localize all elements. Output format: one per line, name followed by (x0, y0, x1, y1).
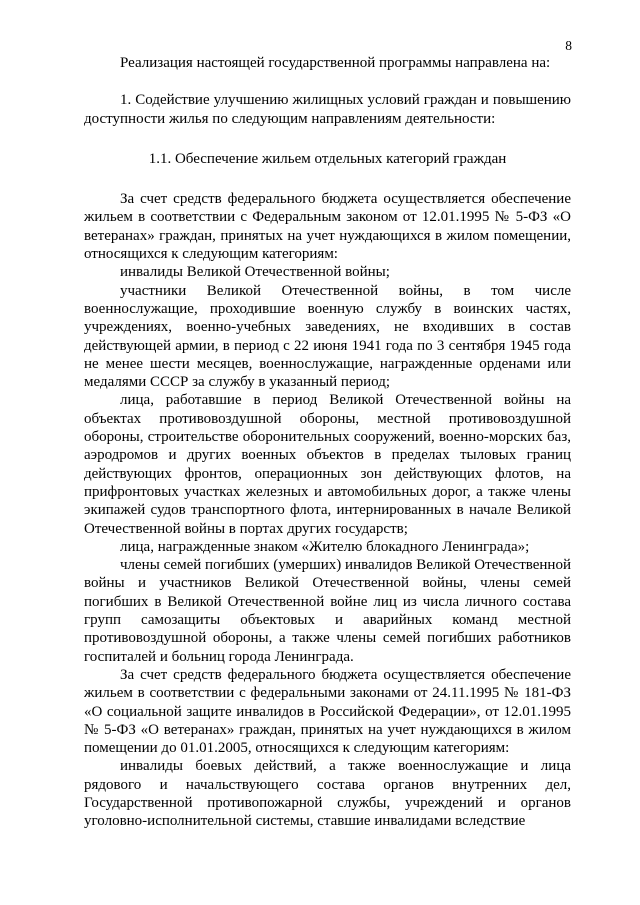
category-combat-invalids: инвалиды боевых действий, а также военнослужащие и лица рядового и начальствующего состава органов внутренних дел, Государственной противопожарной службы, учреждений и органов уголовно-исполнительной системы, ставшие инвалидами вследствие (84, 758, 571, 830)
category-war-invalids: инвалиды Великой Отечественной войны; (120, 264, 390, 281)
page-number: 8 (565, 38, 572, 53)
disability-law-paragraph: За счет средств федерального бюджета осуществляется обеспечение жильем в соответствии с федеральными законами от 24.11.1995 № 181-ФЗ «О социальной защите инвалидов в Российской Федерации», от 12.01.1995 № 5-ФЗ «О ветеранах» граждан, принятых на учет нуждающихся в жилом помещении до 01.01.2005, относящихся к следующим категориям: (84, 666, 571, 757)
document-body (84, 54, 571, 831)
intro-paragraph: Реализация настоящей государственной программы направлена на: (120, 55, 551, 71)
category-blockade-residents: лица, награжденные знаком «Жителю блокадного Ленинграда»; (120, 538, 530, 555)
item-1-paragraph: 1. Содействие улучшению жилищных условий граждан и повышению доступности жилья по следующим направлениям деятельности: (84, 92, 571, 127)
category-family-members: члены семей погибших (умерших) инвалидов Великой Отечественной войны и участников Великой Отечественной войны, члены семей погибших в Великой Отечественной войне лиц из числа личного состава групп самозащиты объектовых и аварийных команд местной противовоздушной обороны, а также члены семей погибших работников госпиталей и больниц города Ленинграда. (84, 557, 571, 665)
category-air-defense-workers: лица, работавшие в период Великой Отечественной войны на объектах противовоздушной обороны, местной противовоздушной обороны, строительстве оборонительных сооружений, военно-морских баз, аэродромов и других военных объектов в пределах тыловых границ действующих фронтов, операционных зон действующих флотов, на прифронтовых участках железных и автомобильных дорог, а также члены экипажей судов транспортного флота, интернированных в начале Великой Отечественной войны в портах других государств; (84, 392, 571, 537)
category-war-participants: участники Великой Отечественной войны, в том числе военнослужащие, проходившие военную службу в воинских частях, учреждениях, военно-учебных заведениях, не входивших в состав действующей армии, в период с 22 июня 1941 года по 3 сентября 1945 года не менее шести месяцев, военнослужащие, награжденные орденами или медалями СССР за службу в указанный период; (84, 282, 571, 391)
veterans-law-paragraph: За счет средств федерального бюджета осуществляется обеспечение жильем в соответствии с Федеральным законом от 12.01.1995 № 5-ФЗ «О ветеранах» граждан, принятых на учет нуждающихся в жилом помещении, относящихся к следующим категориям: (84, 191, 571, 263)
section-subheading: 1.1. Обеспечение жильем отдельных категорий граждан (148, 150, 507, 167)
